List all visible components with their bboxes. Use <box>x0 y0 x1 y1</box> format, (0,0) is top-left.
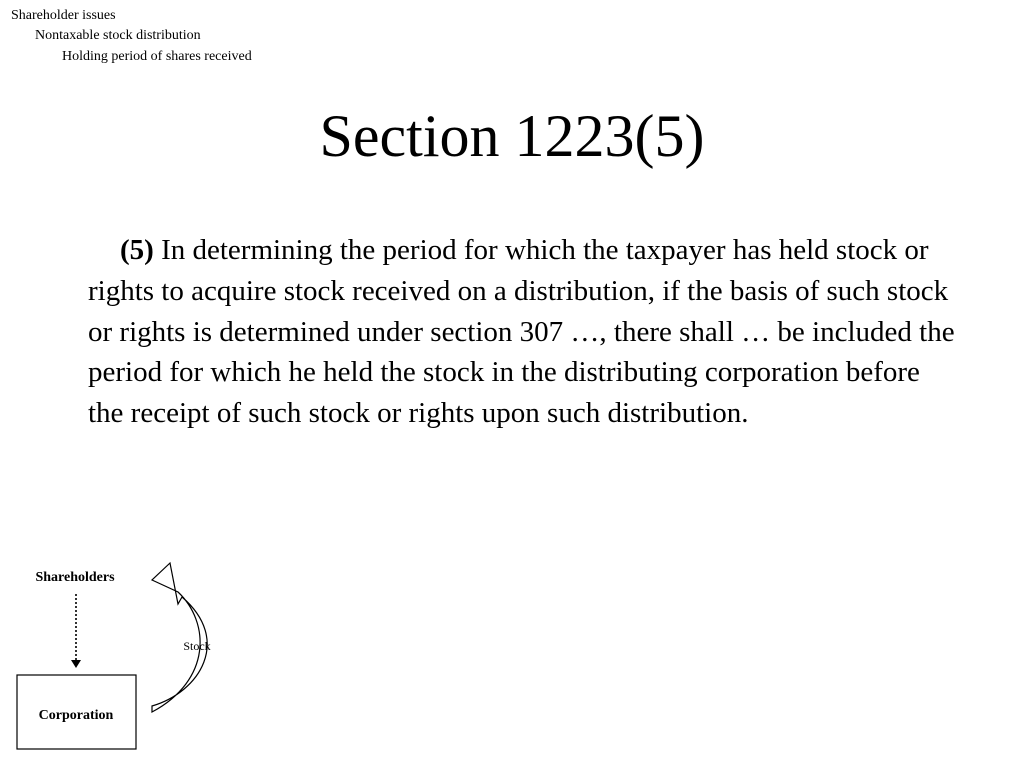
corporation-label: Corporation <box>38 708 114 723</box>
down-arrow-head-icon <box>71 660 81 668</box>
curved-stock-arrow-icon <box>152 563 207 712</box>
breadcrumb-level-3: Holding period of shares received <box>62 49 252 64</box>
paragraph-number: (5) <box>120 234 154 266</box>
slide-title: Section 1223(5) <box>319 103 705 169</box>
stock-arrow-label: Stock <box>183 639 211 653</box>
paragraph-text: In determining the period for which the taxpayer has held stock or rights to acquire stock received on a distribution, if the basis of such stock or rights is determined under section 307 …, there shall … be included the period for which he held the stock in the distributing corporation before the receipt of such stock or rights upon such distribution. <box>88 234 955 430</box>
breadcrumb-level-2: Nontaxable stock distribution <box>35 28 201 43</box>
shareholders-label: Shareholders <box>35 570 115 585</box>
distribution-diagram <box>0 555 240 760</box>
statute-paragraph <box>88 230 958 434</box>
breadcrumb-level-1: Shareholder issues <box>11 8 116 23</box>
